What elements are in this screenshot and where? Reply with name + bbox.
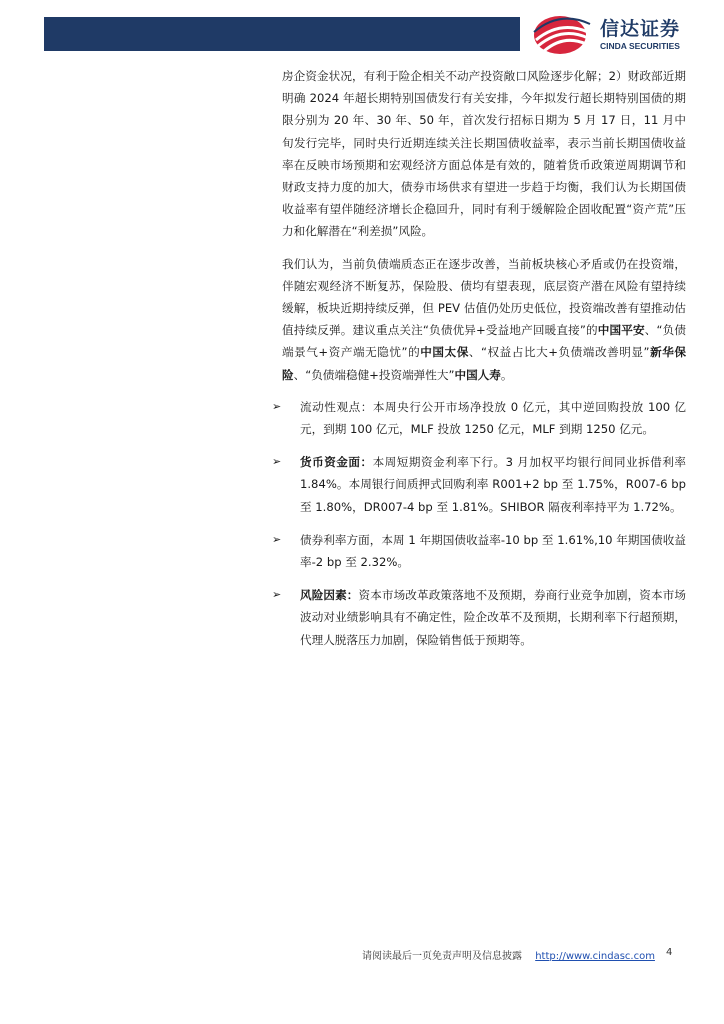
page-number: 4 (666, 947, 673, 958)
stock-cpic: 中国太保 (420, 345, 469, 360)
recommendation-text: 。 (500, 367, 513, 382)
stock-new-china-life: 新华保险 (282, 345, 686, 382)
footer-disclaimer: 请阅读最后一页免责声明及信息披露 (362, 951, 522, 962)
arrow-bullet-icon: ➢ (272, 588, 282, 602)
bullet-risk-factors (272, 584, 686, 651)
cinda-logo (530, 10, 710, 56)
bullet-heading: 货币资金面： (300, 455, 373, 470)
bullet-text: 本周短期资金利率下行。3 月加权平均银行间同业拆借利率 1.84%。本周银行间质押式回购利率 R001+2 bp 至 1.75%，R007-6 bp 至 1.80%，DR007-4 bp 至 1.81%。SHIBOR 隔夜利率持平为 1.72%。 (300, 455, 686, 514)
stock-ping-an: 中国平安 (597, 323, 645, 338)
footer-website-link[interactable]: http://www.cindasc.com (535, 951, 655, 962)
paragraph-bond-yield: 房企资金状况，有利于险企相关不动产投资敞口风险逐步化解；2）财政部近期明确 2024 年超长期特别国债发行有关安排，今年拟发行超长期特别国债的期限分别为 20 年、30 年、50 年，首次发行招标日期为 5 月 17 日，11 月中旬发行完毕，同时央行近期连续关注长期国债收益率，表示当前长期国债收益率在反映市场预期和宏观经济方面总体是有效的，随着货币政策逆周期调节和财政支持力度的加大，债券市场供求有望进一步趋于均衡，我们认为长期国债收益率有望伴随经济增长企稳回升，同时有利于缓解险企固收配置“资产荒”压力和化解潜在“利差损”风险。 (282, 69, 686, 239)
arrow-bullet-icon: ➢ (272, 455, 282, 469)
logo-english-name: CINDA SECURITIES (600, 41, 680, 51)
header-banner (44, 17, 520, 51)
page-footer (362, 947, 702, 962)
recommendation-text: 、“负债端景气+资产端无隐忧”的 (282, 323, 686, 360)
bullet-liquidity (272, 396, 686, 440)
bullet-bond-rates (272, 529, 686, 573)
recommendation-text: 我们认为，当前负债端质态正在逐步改善，当前板块核心矛盾或仍在投资端，伴随宏观经济不断复苏，保险股、债均有望表现，底层资产潜在风险有望持续缓解，板块近期持续反弹，但 PEV 估值仍处历史低位，投资端改善有望推动估值持续反弹。建议重点关注“负债优异+受益地产回暖直接”的 (282, 256, 686, 338)
logo-chinese-name: 信达证券 (600, 18, 681, 40)
arrow-bullet-icon: ➢ (272, 532, 282, 546)
recommendation-text: 、“权益占比大+负债端改善明显” (468, 345, 650, 360)
stock-china-life: 中国人寿 (454, 367, 501, 382)
cinda-logo-icon (530, 10, 592, 56)
paragraph-recommendation (282, 253, 686, 386)
report-body (272, 65, 686, 662)
bullet-heading: 风险因素： (300, 588, 359, 603)
arrow-bullet-icon: ➢ (272, 399, 282, 413)
bullet-text: 资本市场改革政策落地不及预期，券商行业竞争加剧，资本市场波动对业绩影响具有不确定性，险企改革不及预期，长期利率下行超预期，代理人脱落压力加剧，保险销售低于预期等。 (300, 588, 686, 647)
bullet-text: 债券利率方面，本周 1 年期国债收益率-10 bp 至 1.61%,10 年期国债收益率-2 bp 至 2.32%。 (300, 532, 686, 570)
bullet-text: 流动性观点：本周央行公开市场净投放 0 亿元，其中逆回购投放 100 亿元，到期 100 亿元，MLF 投放 1250 亿元，MLF 到期 1250 亿元。 (300, 399, 686, 437)
recommendation-text: 、“负债端稳健+投资端弹性大” (293, 367, 455, 382)
bullet-money-market (272, 451, 686, 518)
